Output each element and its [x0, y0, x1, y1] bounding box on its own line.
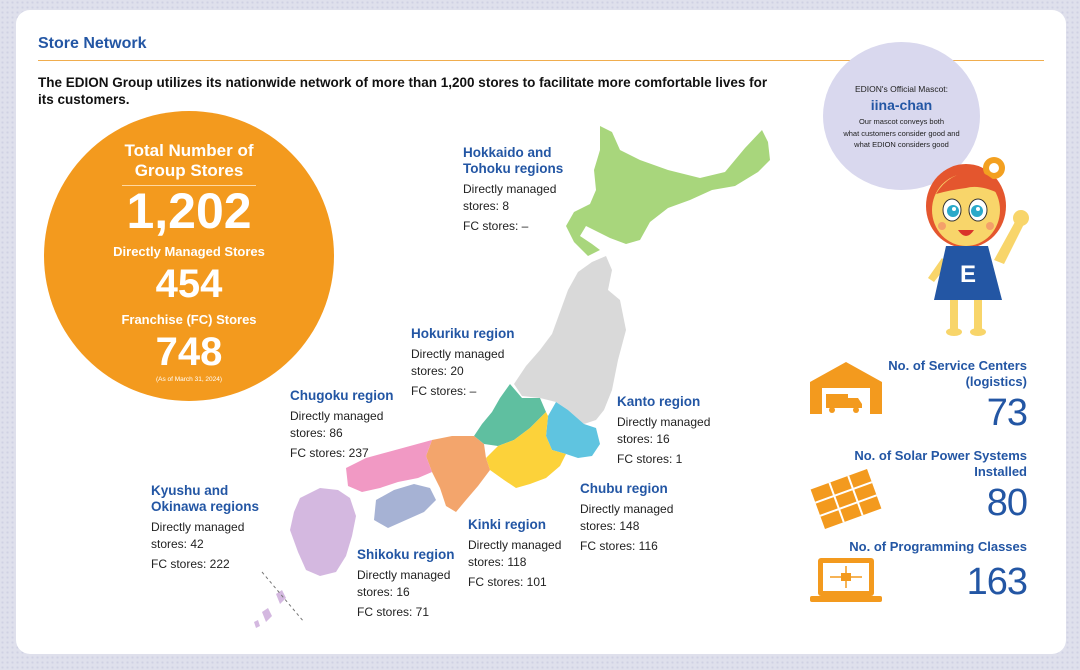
fc-line: FC stores: – [411, 384, 477, 398]
region-chubu [580, 481, 673, 555]
region-kyushu-okinawa [151, 483, 259, 573]
service-centers-label-line2: (logistics) [965, 374, 1027, 389]
total-label-line2: Group Stores [134, 161, 244, 180]
solar-systems-label-line1: No. of Solar Power Systems [854, 448, 1027, 463]
direct-line1: Directly managed [468, 538, 562, 552]
programming-classes-value: 163 [966, 561, 1027, 603]
fc-stores-value: 748 [155, 330, 223, 374]
map-kyushu [290, 488, 356, 576]
region-name: Chugoku region [290, 388, 394, 403]
direct-line2: stores: 16 [617, 431, 670, 446]
fc-line: FC stores: 237 [290, 446, 369, 460]
map-shikoku [374, 484, 436, 528]
direct-line2: stores: 16 [357, 584, 410, 599]
fc-line: FC stores: 71 [357, 605, 430, 619]
laptop-icon [808, 556, 884, 606]
direct-stores-value: 454 [155, 262, 223, 306]
mascot-desc-line2: what customers consider good and [843, 128, 960, 138]
region-name: Chubu region [580, 481, 668, 496]
intro-text: The EDION Group utilizes its nationwide network of more than 1,200 stores to facilitate more comfortable lives for its customers. [38, 75, 768, 107]
service-centers-value: 73 [986, 392, 1027, 434]
programming-classes-label: No. of Programming Classes [849, 539, 1027, 554]
direct-line1: Directly managed [357, 568, 451, 582]
region-name-line2: Okinawa regions [151, 499, 260, 514]
region-kinki [468, 517, 561, 591]
fc-line: FC stores: 222 [151, 557, 230, 571]
service-centers-label-line1: No. of Service Centers [888, 358, 1027, 373]
direct-line1: Directly managed [580, 502, 674, 516]
direct-line2: stores: 20 [411, 363, 464, 378]
region-name [151, 483, 259, 515]
direct-line1: Directly managed [151, 520, 245, 534]
region-name [463, 145, 563, 177]
direct-line2: stores: 148 [580, 518, 640, 533]
map-hokkaido [566, 126, 770, 256]
direct-line1: Directly managed [411, 347, 505, 361]
mascot-desc-line3: what EDION considers good [854, 140, 949, 149]
solar-systems-label-line2: Installed [974, 464, 1027, 479]
region-hokkaido-tohoku [463, 145, 563, 235]
fc-stores-label: Franchise (FC) Stores [121, 312, 257, 327]
region-chugoku [290, 388, 394, 462]
mascot-desc [833, 116, 970, 151]
region-name: Kanto region [617, 394, 701, 409]
fc-line: FC stores: 101 [468, 575, 547, 589]
page-title: Store Network [38, 35, 147, 52]
direct-line2: stores: 118 [468, 554, 527, 569]
fc-line: FC stores: – [463, 219, 529, 233]
mascot-desc-line1: Our mascot conveys both [858, 117, 945, 126]
region-kanto [617, 394, 710, 468]
region-shikoku [357, 547, 455, 621]
region-name-line1: Hokkaido and [463, 145, 552, 160]
direct-line1: Directly managed [617, 415, 711, 429]
mascot-illustration [920, 150, 1040, 340]
region-name: Shikoku region [357, 547, 455, 562]
direct-line1: Directly managed [463, 182, 557, 196]
direct-line2: stores: 42 [151, 536, 204, 551]
as-of-note: (As of March 31, 2024) [155, 376, 223, 383]
mascot-intro: EDION's Official Mascot: [854, 84, 949, 94]
direct-line2: stores: 86 [290, 425, 343, 440]
map-kinki [426, 436, 490, 512]
mascot-name: iina-chan [870, 97, 933, 113]
region-hokuriku [411, 326, 515, 400]
fc-line: FC stores: 116 [580, 539, 658, 553]
total-label-line1: Total Number of [124, 141, 254, 160]
solar-systems-label [820, 448, 1027, 480]
direct-line2: stores: 8 [463, 198, 510, 213]
mascot-shirt-letter: E [959, 261, 977, 288]
region-name-line2: Tohoku regions [463, 161, 564, 176]
region-name: Kinki region [468, 517, 547, 532]
total-stores-value: 1,202 [126, 183, 252, 239]
region-name: Hokuriku region [411, 326, 515, 341]
solar-systems-value: 80 [986, 482, 1027, 524]
map-okinawa [254, 590, 286, 628]
direct-stores-label: Directly Managed Stores [113, 244, 265, 259]
service-centers-label [820, 358, 1027, 390]
region-name-line1: Kyushu and [151, 483, 229, 498]
direct-line1: Directly managed [290, 409, 384, 423]
fc-line: FC stores: 1 [617, 452, 683, 466]
